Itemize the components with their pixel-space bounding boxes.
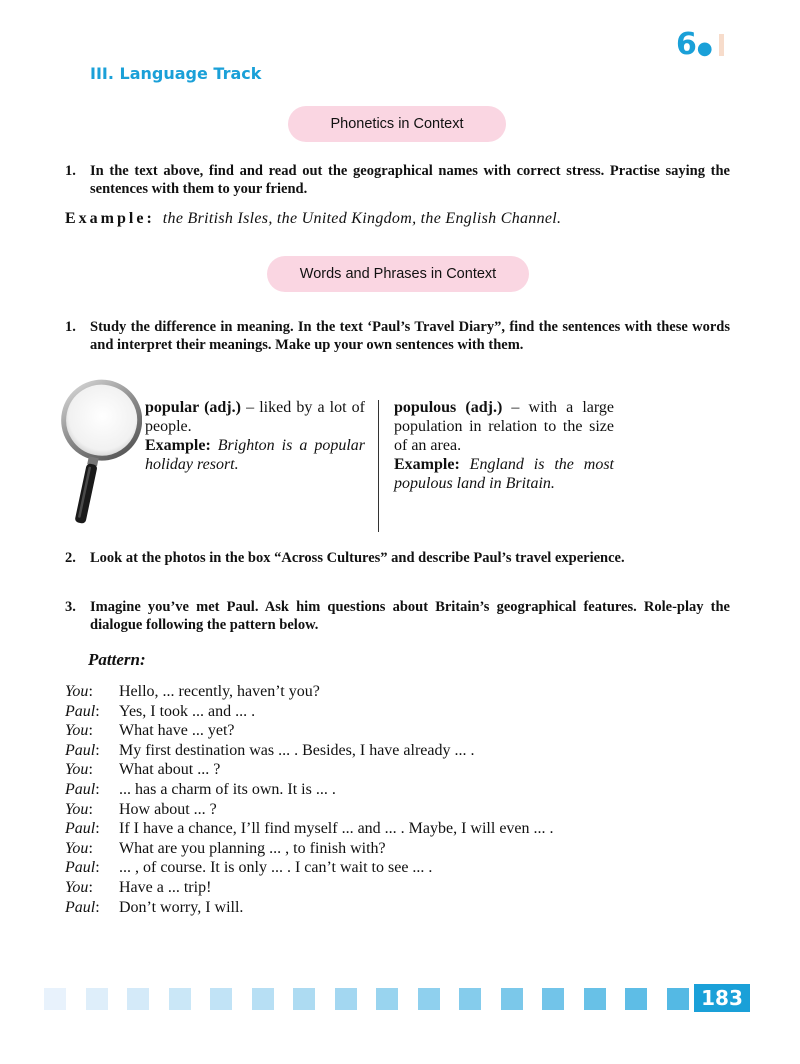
dialogue-speaker: You	[65, 683, 89, 700]
dialogue-colon: :	[95, 702, 100, 720]
dialogue-line	[65, 800, 554, 820]
footer-square	[542, 988, 564, 1010]
footer-square	[418, 988, 440, 1010]
words-task-2	[65, 550, 730, 568]
vocab-example: Brighton is a popular holiday resort.	[145, 437, 365, 473]
dialogue-text: What are you planning ... , to finish with?	[119, 839, 386, 857]
words-task-3	[65, 599, 730, 634]
vocab-word: populous (adj.)	[394, 399, 503, 416]
dialogue-line	[65, 721, 554, 741]
dialogue-colon: :	[95, 898, 100, 916]
dialogue-colon: :	[95, 859, 100, 877]
dialogue-line	[65, 760, 554, 780]
dialogue	[65, 682, 554, 917]
task-number: 1.	[65, 163, 76, 179]
dialogue-colon: :	[88, 761, 93, 779]
words-task-1	[65, 319, 730, 354]
dialogue-colon: :	[95, 741, 100, 759]
phonetics-heading: Phonetics in Context	[288, 106, 506, 142]
vocab-example: England is the most populous land in Britain.	[394, 456, 614, 492]
footer-square	[127, 988, 149, 1010]
footer-square	[459, 988, 481, 1010]
task-number: 2.	[65, 550, 76, 566]
dialogue-line	[65, 898, 554, 918]
dialogue-line	[65, 702, 554, 722]
dialogue-line	[65, 780, 554, 800]
footer-square	[335, 988, 357, 1010]
dialogue-text: Don’t worry, I will.	[119, 898, 244, 916]
dialogue-line	[65, 682, 554, 702]
dialogue-speaker: Paul	[65, 741, 96, 759]
vocab-definition: – with a large population in relation to the size of an area.	[394, 399, 615, 454]
phonetics-example	[65, 210, 561, 228]
task-number: 3.	[65, 599, 76, 615]
chapter-number: 6	[676, 27, 697, 62]
pattern-label: Pattern:	[88, 650, 146, 669]
dialogue-colon: :	[88, 878, 93, 896]
dialogue-colon: :	[95, 780, 100, 798]
dialogue-speaker: Paul	[65, 702, 96, 720]
dialogue-colon: :	[88, 683, 93, 700]
example-text: the British Isles, the United Kingdom, the English Channel.	[162, 210, 562, 227]
task-text: Study the difference in meaning. In the text ‘Paul’s Travel Diary”, find the sentences with these words and interpret their meanings. Make up your own sentences with them.	[90, 319, 730, 353]
footer-square	[625, 988, 647, 1010]
dialogue-text: How about ... ?	[119, 800, 217, 818]
footer-square	[210, 988, 232, 1010]
section-title: III. Language Track	[90, 64, 262, 83]
dialogue-speaker: You	[65, 800, 89, 818]
dialogue-text: Hello, ... recently, haven’t you?	[119, 683, 320, 700]
dialogue-speaker: You	[65, 722, 89, 740]
footer-square	[293, 988, 315, 1010]
footer-square	[501, 988, 523, 1010]
dialogue-colon: :	[95, 820, 100, 838]
dialogue-text: If I have a chance, I’ll find myself ... and ... . Maybe, I will even ... .	[119, 820, 554, 838]
task-text: In the text above, find and read out the geographical names with correct stress. Practise saying the sentences with them to your friend.	[90, 163, 730, 197]
task-text: Look at the photos in the box “Across Cultures” and describe Paul’s travel experience.	[90, 550, 625, 566]
dialogue-line	[65, 858, 554, 878]
dialogue-colon: :	[88, 839, 93, 857]
example-label: Example:	[65, 210, 155, 227]
words-heading: Words and Phrases in Context	[267, 256, 529, 292]
task-number: 1.	[65, 319, 76, 335]
dialogue-line	[65, 819, 554, 839]
dialogue-speaker: Paul	[65, 780, 96, 798]
vocab-example-label: Example:	[394, 456, 460, 473]
dialogue-speaker: You	[65, 878, 89, 896]
dialogue-line	[65, 878, 554, 898]
dialogue-colon: :	[88, 800, 93, 818]
dialogue-text: What about ... ?	[119, 761, 221, 779]
vocab-example-label: Example:	[145, 437, 211, 454]
dialogue-speaker: You	[65, 839, 89, 857]
footer-square	[667, 988, 689, 1010]
dialogue-colon: :	[88, 722, 93, 740]
dialogue-speaker: You	[65, 761, 89, 779]
dialogue-text: My first destination was ... . Besides, I have already ... .	[119, 741, 475, 759]
footer-square	[44, 988, 66, 1010]
vocab-popular	[145, 398, 365, 474]
magnifying-glass-icon	[50, 378, 142, 530]
phonetics-task-1	[65, 163, 730, 198]
dialogue-line	[65, 741, 554, 761]
footer-square	[376, 988, 398, 1010]
footer-square	[86, 988, 108, 1010]
footer-square	[252, 988, 274, 1010]
dialogue-speaker: Paul	[65, 898, 96, 916]
dialogue-text: ... has a charm of its own. It is ... .	[119, 780, 336, 798]
dialogue-text: Yes, I took ... and ... .	[119, 702, 256, 720]
chapter-bar	[719, 34, 724, 56]
dialogue-text: Have a ... trip!	[119, 878, 212, 896]
vocab-definition: – liked by a lot of people.	[145, 399, 366, 435]
task-text: Imagine you’ve met Paul. Ask him questions about Britain’s geographical features. Role-play the dialogue following the pattern below.	[90, 599, 730, 633]
dialogue-text: ... , of course. It is only ... . I can’t wait to see ... .	[119, 859, 433, 877]
dialogue-text: What have ... yet?	[119, 722, 235, 740]
chapter-dot: ●	[696, 38, 713, 59]
dialogue-speaker: Paul	[65, 820, 96, 838]
vocab-word: popular (adj.)	[145, 399, 241, 416]
footer-square	[169, 988, 191, 1010]
vocab-divider	[378, 400, 379, 532]
page-number: 183	[694, 984, 750, 1012]
footer-square	[584, 988, 606, 1010]
dialogue-speaker: Paul	[65, 859, 96, 877]
vocab-populous	[394, 398, 614, 493]
chapter-marker	[676, 27, 724, 64]
dialogue-line	[65, 839, 554, 859]
